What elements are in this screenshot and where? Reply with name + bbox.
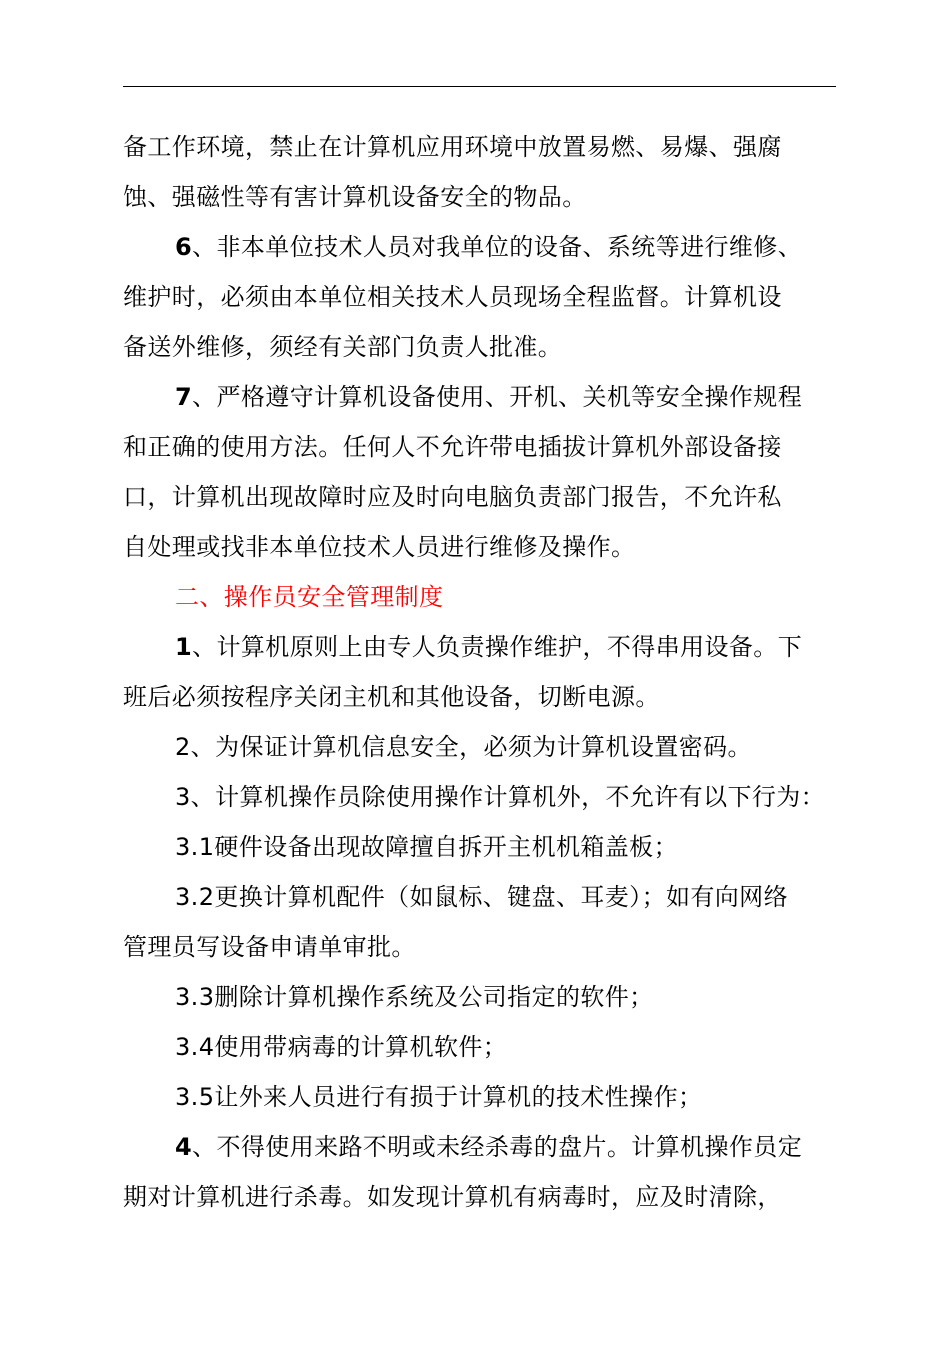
line-text: 3.1硬件设备出现故障擅自拆开主机机箱盖板； [175, 833, 678, 861]
text-line [123, 872, 863, 922]
line-text: 蚀、强磁性等有害计算机设备安全的物品。 [123, 183, 587, 211]
text-line [123, 472, 863, 522]
text-line [123, 722, 863, 772]
line-text: 3、计算机操作员除使用操作计算机外，不允许有以下行为： [175, 783, 826, 811]
line-text: 二、操作员安全管理制度 [175, 583, 444, 611]
header-rule [123, 86, 836, 87]
text-line [123, 1122, 863, 1172]
section-heading [123, 572, 863, 622]
text-line [123, 1072, 863, 1122]
line-text: 2、为保证计算机信息安全，必须为计算机设置密码。 [175, 733, 752, 761]
text-line [123, 172, 863, 222]
text-line [123, 972, 863, 1022]
item-number: 1 [175, 633, 193, 661]
line-text: 班后必须按程序关闭主机和其他设备，切断电源。 [123, 683, 660, 711]
text-line [123, 422, 863, 472]
text-line [123, 322, 863, 372]
line-text: 管理员写设备申请单审批。 [123, 933, 416, 961]
line-text: 3.4使用带病毒的计算机软件； [175, 1033, 508, 1061]
line-text: 3.5让外来人员进行有损于计算机的技术性操作； [175, 1083, 703, 1111]
line-text: 备送外维修，须经有关部门负责人批准。 [123, 333, 563, 361]
line-text: 、非本单位技术人员对我单位的设备、系统等进行维修、 [192, 233, 803, 261]
item-number: 4 [175, 1133, 193, 1161]
item-number: 6 [175, 233, 193, 261]
line-text: 期对计算机进行杀毒。如发现计算机有病毒时，应及时清除， [123, 1183, 782, 1211]
line-text: 3.3删除计算机操作系统及公司指定的软件； [175, 983, 654, 1011]
line-text: 、不得使用来路不明或未经杀毒的盘片。计算机操作员定 [192, 1133, 803, 1161]
line-text: 3.2更换计算机配件（如鼠标、键盘、耳麦）；如有向网络 [175, 883, 788, 911]
line-text: 维护时，必须由本单位相关技术人员现场全程监督。计算机设 [123, 283, 782, 311]
line-text: 和正确的使用方法。任何人不允许带电插拔计算机外部设备接 [123, 433, 782, 461]
text-line [123, 222, 863, 272]
text-line [123, 1022, 863, 1072]
text-line [123, 272, 863, 322]
text-line [123, 522, 863, 572]
line-text: 备工作环境，禁止在计算机应用环境中放置易燃、易爆、强腐 [123, 133, 782, 161]
text-line [123, 1172, 863, 1222]
text-line [123, 822, 863, 872]
item-number: 7 [175, 383, 193, 411]
document-body [123, 122, 863, 1222]
text-line [123, 772, 863, 822]
text-line [123, 622, 863, 672]
line-text: 自处理或找非本单位技术人员进行维修及操作。 [123, 533, 636, 561]
line-text: 口，计算机出现故障时应及时向电脑负责部门报告，不允许私 [123, 483, 782, 511]
text-line [123, 122, 863, 172]
line-text: 、计算机原则上由专人负责操作维护，不得串用设备。下 [192, 633, 803, 661]
text-line [123, 372, 863, 422]
line-text: 、严格遵守计算机设备使用、开机、关机等安全操作规程 [192, 383, 803, 411]
text-line [123, 922, 863, 972]
text-line [123, 672, 863, 722]
